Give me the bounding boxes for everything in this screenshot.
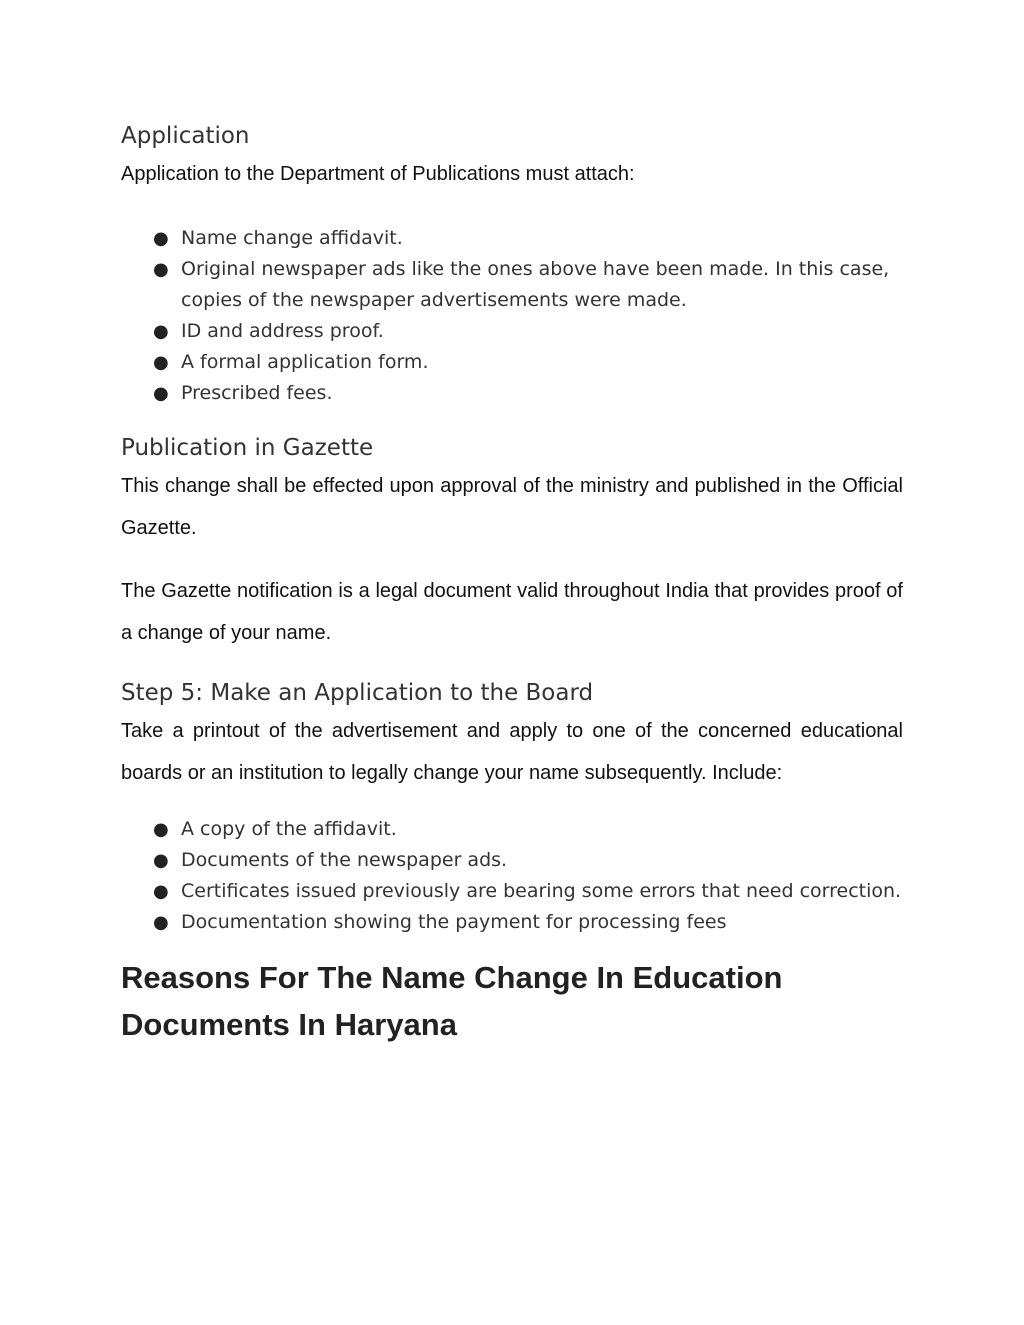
gazette-heading: Publication in Gazette — [121, 435, 374, 461]
application-intro: Application to the Department of Publications must attach: — [121, 163, 635, 185]
application-requirements-list — [121, 223, 903, 409]
bullet-icon: ● — [153, 819, 169, 840]
board-application-list — [121, 814, 903, 938]
list-item — [121, 347, 903, 378]
list-item-text: Prescribed fees. — [181, 382, 333, 404]
bullet-icon: ● — [153, 850, 169, 871]
list-item-text: A copy of the affidavit. — [181, 818, 397, 840]
list-item — [121, 223, 903, 254]
gazette-paragraph-2: The Gazette notification is a legal document valid throughout India that provides proof of a change of your name. — [121, 580, 903, 644]
bullet-icon: ● — [153, 259, 169, 280]
list-item-text: Original newspaper ads like the ones above have been made. In this case, copies of the newspaper advertisements were made. — [181, 258, 890, 311]
list-item — [121, 378, 903, 409]
list-item — [121, 845, 903, 876]
bullet-icon: ● — [153, 321, 169, 342]
step5-paragraph: Take a printout of the advertisement and apply to one of the concerned educational boards or an institution to legally change your name subsequently. Include: — [121, 720, 903, 784]
bullet-icon: ● — [153, 383, 169, 404]
list-item — [121, 316, 903, 347]
list-item — [121, 814, 903, 845]
list-item-text: ID and address proof. — [181, 320, 384, 342]
list-item-text: Certificates issued previously are bearing some errors that need correction. — [181, 880, 902, 902]
list-item-text: Documentation showing the payment for processing fees — [181, 911, 727, 933]
step5-heading: Step 5: Make an Application to the Board — [121, 680, 594, 706]
reasons-heading: Reasons For The Name Change In Education Documents In Haryana — [121, 960, 783, 1042]
document-page — [121, 119, 903, 1048]
bullet-icon: ● — [153, 228, 169, 249]
list-item — [121, 254, 903, 316]
bullet-icon: ● — [153, 912, 169, 933]
list-item — [121, 907, 903, 938]
gazette-paragraph-1: This change shall be effected upon approval of the ministry and published in the Official Gazette. — [121, 475, 903, 539]
list-item — [121, 876, 903, 907]
bullet-icon: ● — [153, 881, 169, 902]
list-item-text: Documents of the newspaper ads. — [181, 849, 508, 871]
bullet-icon: ● — [153, 352, 169, 373]
list-item-text: Name change affidavit. — [181, 227, 403, 249]
list-item-text: A formal application form. — [181, 351, 429, 373]
application-heading: Application — [121, 123, 250, 149]
